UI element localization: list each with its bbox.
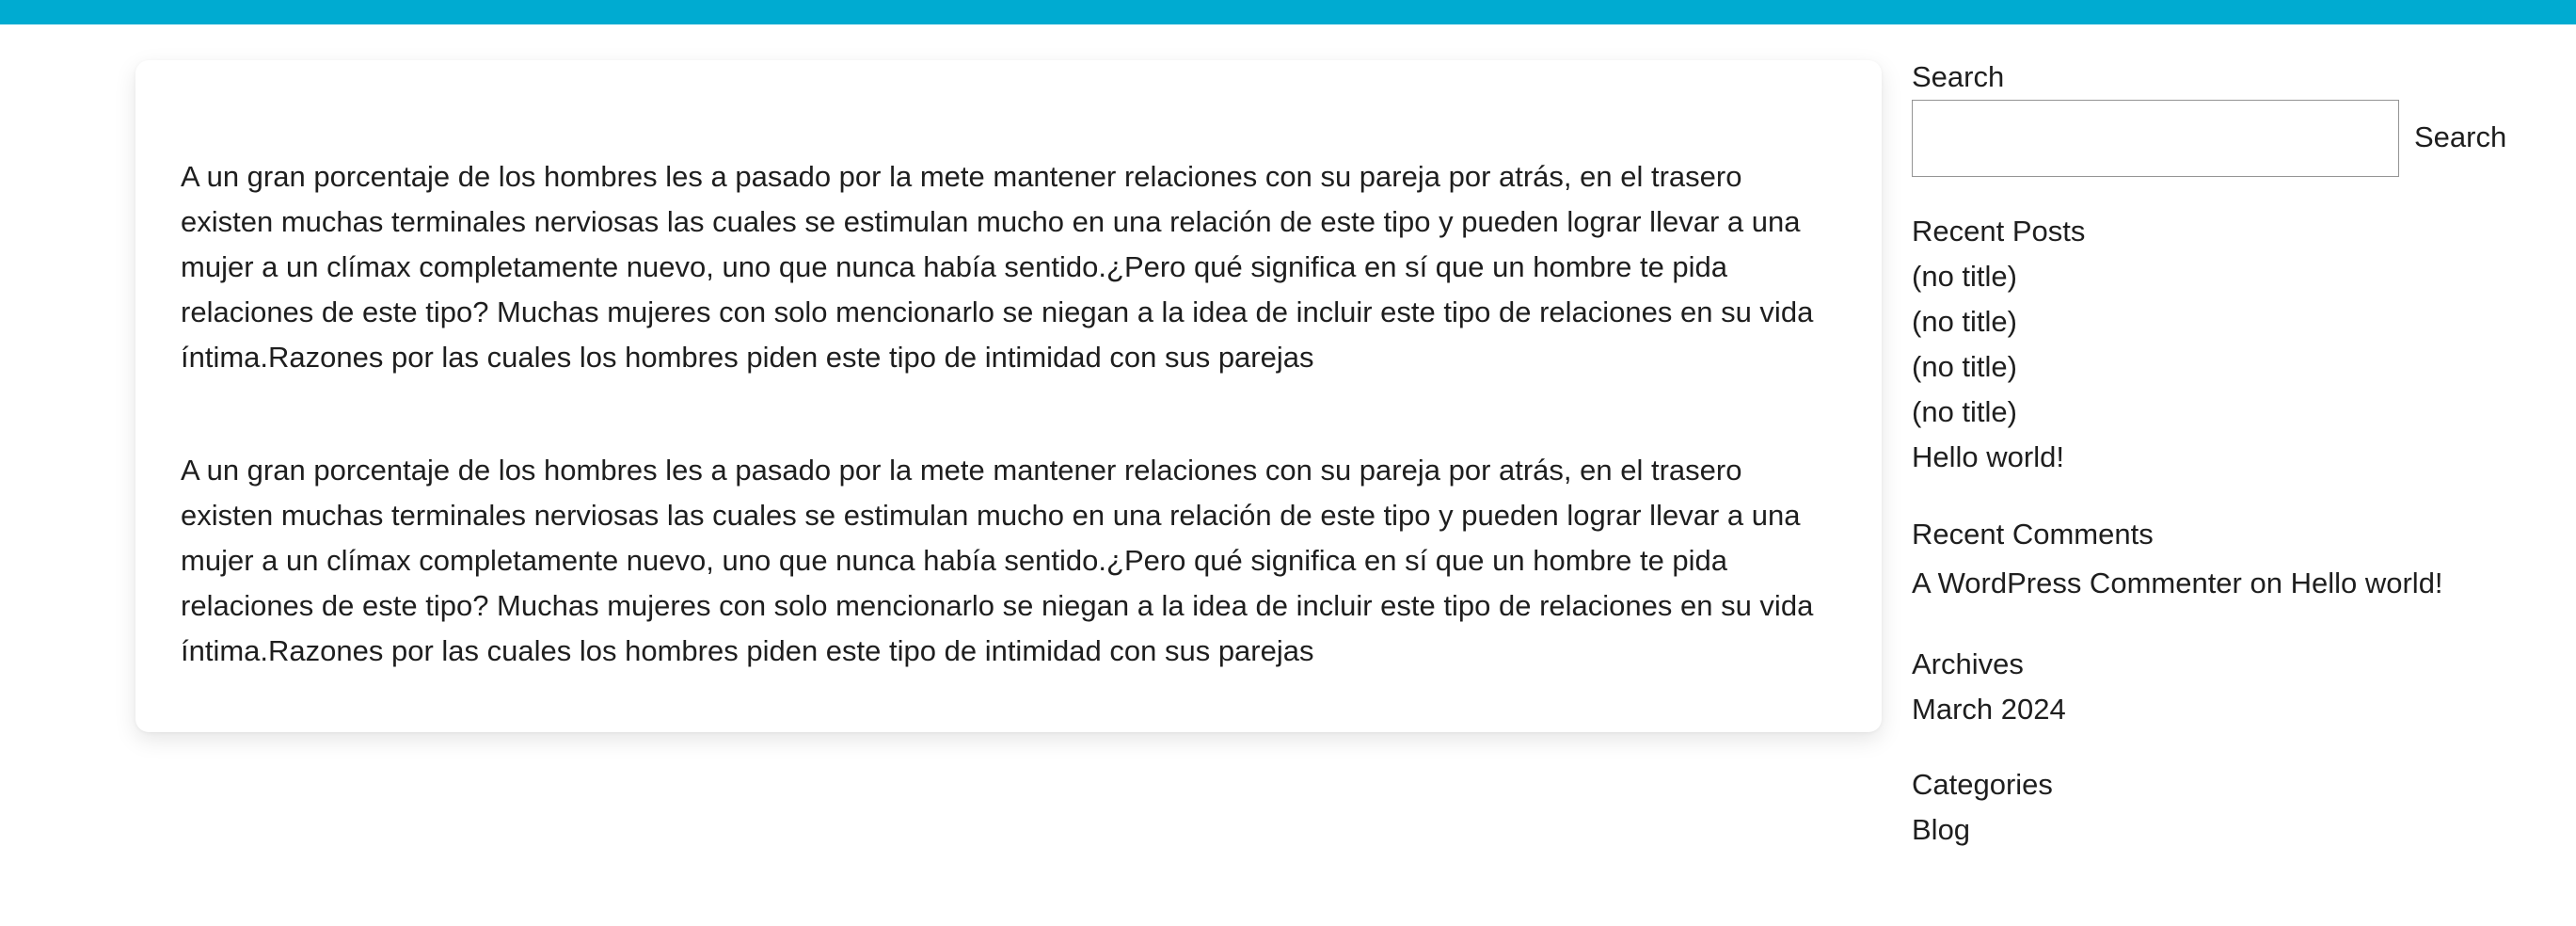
categories-list [1912, 807, 1970, 853]
archive-link[interactable]: March 2024 [1912, 693, 2066, 726]
recent-post-item [1912, 435, 2064, 480]
categories-heading: Categories [1912, 768, 2053, 801]
search-input[interactable] [1912, 100, 2399, 177]
recent-post-link[interactable]: (no title) [1912, 260, 2017, 293]
search-button[interactable]: Search [2414, 119, 2506, 156]
recent-posts-heading: Recent Posts [1912, 215, 2086, 247]
recent-comments-heading: Recent Comments [1912, 518, 2154, 551]
recent-post-link[interactable]: (no title) [1912, 305, 2017, 338]
top-accent-bar [0, 0, 2576, 24]
recent-post-item [1912, 344, 2064, 390]
category-item [1912, 807, 1970, 853]
search-label: Search [1912, 60, 2005, 93]
article-paragraph: A un gran porcentaje de los hombres les a pasado por la mete mantener relaciones con su pareja por atrás, en el trasero existen muchas terminales nerviosas las cuales se estimulan mucho en una relación de este tipo y pueden lograr llevar a una mujer a un clímax completamente nuevo, uno que nunca había sentido.¿Pero qué significa en sí que un hombre te pida relaciones de este tipo? Muchas mujeres con solo mencionarlo se niegan a la idea de incluir este tipo de relaciones en su vida íntima.Razones por las cuales los hombres piden este tipo de intimidad con sus parejas [181, 454, 1814, 667]
recent-comment-item [1912, 561, 2443, 606]
article-paragraph: A un gran porcentaje de los hombres les a pasado por la mete mantener relaciones con su pareja por atrás, en el trasero existen muchas terminales nerviosas las cuales se estimulan mucho en una relación de este tipo y pueden lograr llevar a una mujer a un clímax completamente nuevo, uno que nunca había sentido.¿Pero qué significa en sí que un hombre te pida relaciones de este tipo? Muchas mujeres con solo mencionarlo se niegan a la idea de incluir este tipo de relaciones en su vida íntima.Razones por las cuales los hombres piden este tipo de intimidad con sus parejas [181, 160, 1814, 374]
recent-post-link[interactable]: Hello world! [1912, 440, 2064, 473]
archives-heading: Archives [1912, 647, 2024, 680]
recent-comments-list [1912, 561, 2443, 606]
category-link[interactable]: Blog [1912, 813, 1971, 846]
recent-post-item [1912, 299, 2064, 344]
recent-post-item [1912, 390, 2064, 435]
comment-connector: on [2241, 567, 2291, 599]
article-card [135, 60, 1882, 732]
comment-post-link[interactable]: Hello world! [2290, 567, 2443, 599]
recent-post-item [1912, 254, 2064, 299]
archive-item [1912, 687, 2066, 732]
recent-post-link[interactable]: (no title) [1912, 395, 2017, 428]
recent-post-link[interactable]: (no title) [1912, 350, 2017, 383]
recent-posts-list [1912, 254, 2064, 480]
archives-list [1912, 687, 2066, 732]
comment-author-link[interactable]: A WordPress Commenter [1912, 567, 2242, 599]
